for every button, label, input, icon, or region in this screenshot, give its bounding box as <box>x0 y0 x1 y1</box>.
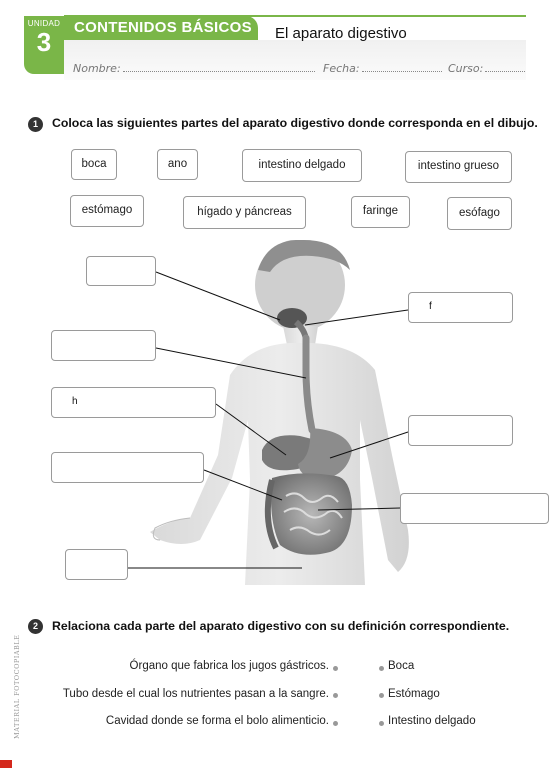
answer-box-4[interactable]: h <box>51 387 216 418</box>
word-card-higado-pancreas[interactable]: hígado y páncreas <box>183 196 306 229</box>
name-line[interactable] <box>123 63 315 72</box>
word-card-intestino-delgado[interactable]: intestino delgado <box>242 149 362 182</box>
word-card-intestino-grueso[interactable]: intestino grueso <box>405 151 512 183</box>
exercise-2-instruction: Relaciona cada parte del aparato digestivo con su definición correspondiente. <box>52 619 510 633</box>
word-card-estomago[interactable]: estómago <box>70 195 144 227</box>
photocopiable-label: MATERIAL FOTOCOPIABLE <box>13 634 21 739</box>
word-card-esofago[interactable]: esófago <box>447 197 512 230</box>
unit-badge <box>24 16 64 74</box>
name-label: Nombre: <box>73 62 121 75</box>
page-title: El aparato digestivo <box>275 25 407 42</box>
date-line[interactable] <box>362 63 442 72</box>
definition-2: Tubo desde el cual los nutrientes pasan a la sangre. <box>62 688 329 700</box>
answer-box-8[interactable] <box>65 549 128 580</box>
answer-box-2[interactable]: f <box>408 292 513 323</box>
definition-1-dot[interactable] <box>333 666 338 671</box>
date-label: Fecha: <box>323 62 360 75</box>
word-card-boca[interactable]: boca <box>71 149 117 180</box>
unit-number: 3 <box>36 27 52 57</box>
part-3: Intestino delgado <box>388 715 476 727</box>
exercise-1-instruction: Coloca las siguientes partes del aparato digestivo donde corresponda en el dibujo. <box>52 116 538 130</box>
part-1: Boca <box>388 660 415 672</box>
definition-3-dot[interactable] <box>333 721 338 726</box>
answer-box-1[interactable] <box>86 256 156 286</box>
course-line[interactable] <box>485 63 525 72</box>
definition-2-dot[interactable] <box>333 693 338 698</box>
answer-box-5[interactable] <box>408 415 513 446</box>
corner-mark <box>0 760 12 768</box>
part-2: Estómago <box>388 688 440 700</box>
course-label: Curso: <box>448 62 484 75</box>
definition-3: Cavidad donde se forma el bolo alimenticio. <box>105 715 329 727</box>
definition-1: Órgano que fabrica los jugos gástricos. <box>129 660 329 672</box>
exercise-2-number: 2 <box>28 619 43 634</box>
answer-box-6[interactable] <box>51 452 204 483</box>
exercise-1-number: 1 <box>28 117 43 132</box>
part-3-dot[interactable] <box>379 721 384 726</box>
part-2-dot[interactable] <box>379 693 384 698</box>
unit-label: UNIDAD <box>27 19 61 28</box>
name-field[interactable] <box>73 62 315 75</box>
answer-box-7[interactable] <box>400 493 549 524</box>
word-card-ano[interactable]: ano <box>157 149 198 180</box>
section-tab: CONTENIDOS BÁSICOS <box>64 16 258 40</box>
date-field[interactable] <box>323 62 442 75</box>
part-1-dot[interactable] <box>379 666 384 671</box>
course-field[interactable] <box>448 62 525 75</box>
word-card-faringe[interactable]: faringe <box>351 196 410 228</box>
answer-box-3[interactable] <box>51 330 156 361</box>
